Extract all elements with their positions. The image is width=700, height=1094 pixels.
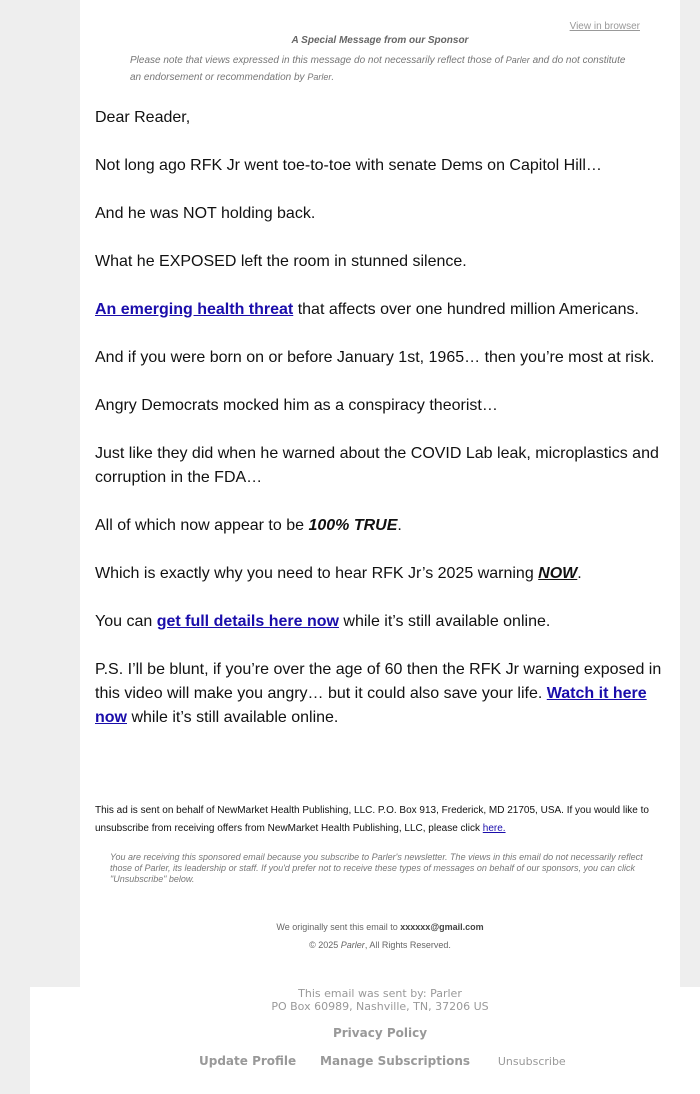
paragraph: An emerging health threat that affects over one hundred million Americans. [95,301,639,318]
paragraph: All of which now appear to be 100% TRUE. [95,517,402,534]
legal-notice: This ad is sent on behalf of NewMarket Health Publishing, LLC. P.O. Box 913, Frederick, MD 21705, USA. If you would like to unsubscribe from receiving offers from NewMarket Health Publishing, LLC, please click here. [95,805,649,834]
unsubscribe-here-link[interactable]: here. [482,823,506,834]
manage-subscriptions-link[interactable]: Manage Subscriptions [320,1054,471,1068]
recipient-email: xxxxxx@gmail.com [400,922,484,932]
paragraph: You can get full details here now while it’s still available online. [95,613,551,630]
sender-info [30,987,700,1013]
true-emphasis: 100% TRUE [308,517,398,534]
privacy-policy-link[interactable]: Privacy Policy [332,1026,428,1040]
sponsored-notice: You are receiving this sponsored email because you subscribe to Parler's newsletter. The views in this email do not necessarily reflect those of Parler, its leadership or staff. If you'd prefer not to receive these types of messages on behalf of our sponsors, you can click "Unsubscribe" below. [110,852,643,884]
sent-to-line: We originally sent this email to xxxxxx@gmail.com [276,922,484,932]
health-threat-link[interactable]: An emerging health threat [95,301,294,318]
paragraph: Just like they did when he warned about the COVID Lab leak, microplastics and corruption in the FDA… [95,445,659,486]
paragraph: And he was NOT holding back. [95,205,316,222]
footer [30,987,700,1094]
paragraph: Angry Democrats mocked him as a conspiracy theorist… [95,397,498,414]
paragraph: Not long ago RFK Jr went toe-to-toe with senate Dems on Capitol Hill… [95,157,602,174]
sender-address: PO Box 60989, Nashville, TN, 37206 US [271,1000,489,1013]
watch-it-link[interactable]: Watch it here now [95,685,647,726]
greeting: Dear Reader, [95,109,191,126]
footer-links [199,1054,566,1068]
paragraph: What he EXPOSED left the room in stunned silence. [95,253,467,270]
message-body [95,106,667,754]
email-card [80,0,680,990]
sent-by: This email was sent by: Parler [298,987,462,1000]
sponsor-title: A Special Message from our Sponsor [291,35,469,46]
view-in-browser-link[interactable]: View in browser [569,21,640,32]
unsubscribe-link[interactable]: Unsubscribe [497,1055,566,1068]
postscript: P.S. I’ll be blunt, if you’re over the age of 60 then the RFK Jr warning exposed in this video will make you angry… but it could also save your life. Watch it here now while it’s still available online. [95,661,662,726]
update-profile-link[interactable]: Update Profile [199,1054,297,1068]
paragraph: And if you were born on or before January 1st, 1965… then you’re most at risk. [95,349,655,366]
now-emphasis: NOW [538,565,578,582]
full-details-link[interactable]: get full details here now [156,613,339,630]
paragraph: Which is exactly why you need to hear RFK Jr’s 2025 warning NOW. [95,565,582,582]
sponsor-disclaimer: Please note that views expressed in this message do not necessarily reflect those of Parler and do not constitute an endorsement or recommendation by Parler. [130,55,626,83]
copyright: © 2025 Parler, All Rights Reserved. [309,940,451,950]
